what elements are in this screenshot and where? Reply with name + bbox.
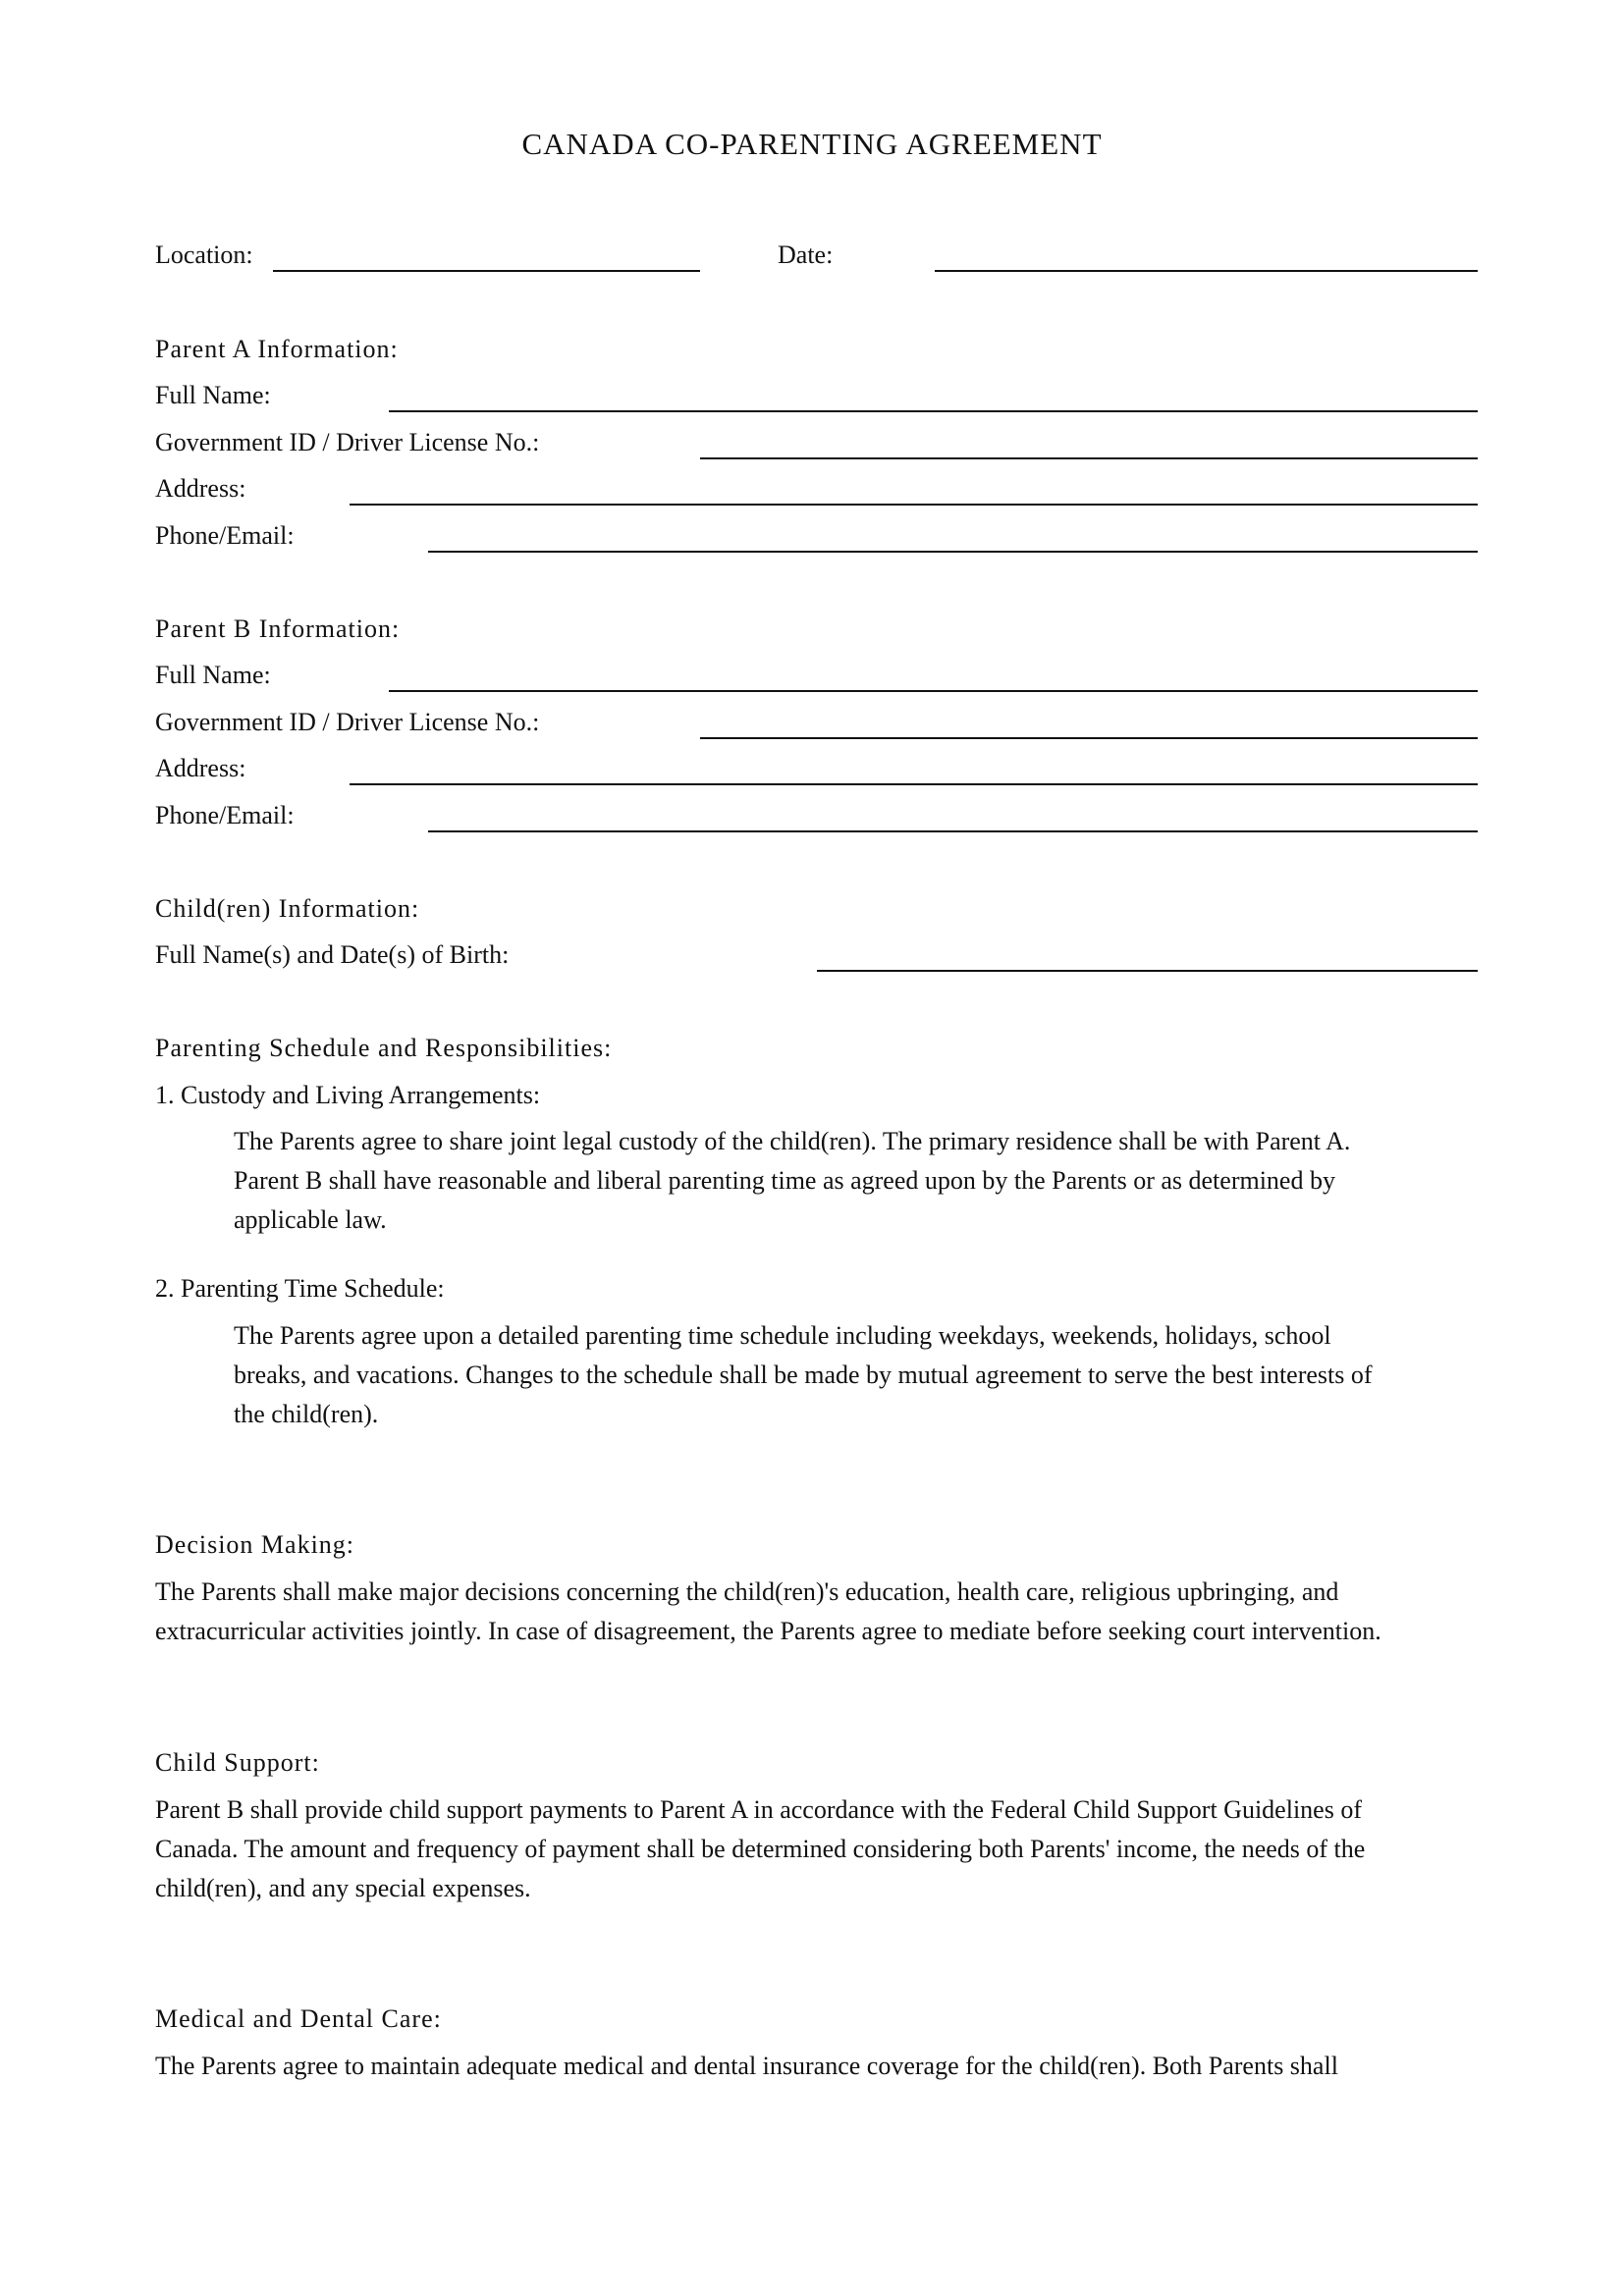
schedule-heading: Parenting Schedule and Responsibilities: <box>155 1034 613 1062</box>
parenting-time-title: 2. Parenting Time Schedule: <box>155 1274 445 1303</box>
parent-b-gov-id-label: Government ID / Driver License No.: <box>155 708 540 736</box>
medical-paragraph <box>155 2047 1338 2086</box>
custody-line: Parent B shall have reasonable and liberal parenting time as agreed upon by the Parents or as determined by <box>234 1166 1335 1195</box>
custody-line: applicable law. <box>234 1205 387 1234</box>
decision-paragraph <box>155 1573 1381 1651</box>
decision-heading: Decision Making: <box>155 1530 355 1559</box>
parent-b-gov-id-field[interactable] <box>700 737 1478 739</box>
support-paragraph <box>155 1790 1365 1908</box>
parent-b-address-label: Address: <box>155 754 246 782</box>
children-names-dob-label: Full Name(s) and Date(s) of Birth: <box>155 940 510 969</box>
parent-a-address-label: Address: <box>155 474 246 503</box>
document-title: CANADA CO-PARENTING AGREEMENT <box>521 127 1103 161</box>
support-line: Parent B shall provide child support payments to Parent A in accordance with the Federal Child Support Guidelines of <box>155 1795 1362 1824</box>
location-field[interactable] <box>273 270 700 272</box>
parent-b-phone-email-field[interactable] <box>428 830 1478 832</box>
custody-title: 1. Custody and Living Arrangements: <box>155 1081 541 1109</box>
decision-line: The Parents shall make major decisions concerning the child(ren)'s education, health care, religious upbringing, and <box>155 1577 1339 1606</box>
support-heading: Child Support: <box>155 1748 320 1777</box>
custody-line: The Parents agree to share joint legal custody of the child(ren). The primary residence shall be with Parent A. <box>234 1127 1351 1155</box>
parenting-time-line: The Parents agree upon a detailed parenting time schedule including weekdays, weekends, holidays, school <box>234 1321 1331 1350</box>
parenting-time-paragraph <box>234 1316 1373 1434</box>
parent-a-gov-id-field[interactable] <box>700 457 1478 459</box>
custody-paragraph <box>234 1122 1350 1240</box>
parent-a-heading: Parent A Information: <box>155 335 399 363</box>
parenting-time-line: the child(ren). <box>234 1400 379 1428</box>
parent-b-phone-email-label: Phone/Email: <box>155 801 295 829</box>
parent-a-address-field[interactable] <box>350 504 1478 506</box>
parent-b-heading: Parent B Information: <box>155 614 401 643</box>
date-field[interactable] <box>935 270 1478 272</box>
medical-heading: Medical and Dental Care: <box>155 2004 442 2033</box>
parenting-time-line: breaks, and vacations. Changes to the schedule shall be made by mutual agreement to serve the best interests of <box>234 1361 1373 1389</box>
parent-a-full-name-field[interactable] <box>389 410 1478 412</box>
parent-a-phone-email-label: Phone/Email: <box>155 521 295 550</box>
children-names-dob-field[interactable] <box>817 970 1478 972</box>
parent-a-phone-email-field[interactable] <box>428 551 1478 553</box>
parent-b-address-field[interactable] <box>350 783 1478 785</box>
support-line: Canada. The amount and frequency of payment shall be determined considering both Parents' income, the needs of the <box>155 1835 1366 1863</box>
medical-line: The Parents agree to maintain adequate medical and dental insurance coverage for the child(ren). Both Parents shall <box>155 2052 1338 2080</box>
parent-a-full-name-label: Full Name: <box>155 381 271 409</box>
support-line: child(ren), and any special expenses. <box>155 1874 531 1902</box>
parent-a-gov-id-label: Government ID / Driver License No.: <box>155 428 540 456</box>
parent-b-full-name-field[interactable] <box>389 690 1478 692</box>
date-label: Date: <box>778 240 834 269</box>
children-heading: Child(ren) Information: <box>155 894 420 923</box>
parent-b-full-name-label: Full Name: <box>155 661 271 689</box>
decision-line: extracurricular activities jointly. In case of disagreement, the Parents agree to mediate before seeking court intervention. <box>155 1617 1381 1645</box>
location-label: Location: <box>155 240 253 269</box>
